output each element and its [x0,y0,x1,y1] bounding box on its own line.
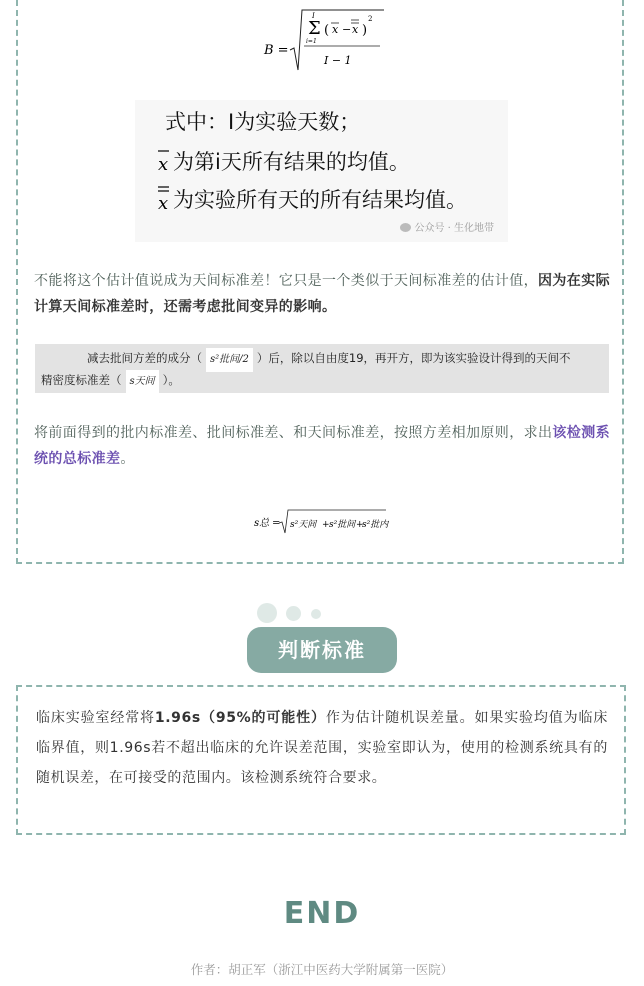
svg-text:x: x [352,23,359,36]
formula-s-t3: s²批内 [362,520,389,530]
criteria-bold: 1.96s（95%的可能性） [154,710,326,726]
criteria-box [16,685,626,835]
svg-text:+: + [322,520,330,530]
xdoublebar-icon [155,185,173,213]
svg-text:): ) [362,23,368,38]
image-line-3: 为实验所有天的所有结果均值。 [173,188,467,212]
svg-text:x: x [332,23,339,36]
end-label: END [283,896,361,931]
dot-medium [286,606,301,621]
section-heading: 判断标准 [247,627,397,673]
svg-text:x: x [158,193,169,213]
paragraph-2-end: 。 [120,451,135,467]
wechat-icon [400,223,411,232]
formula-b [260,6,390,76]
formula-s-t1: s²天间 [290,520,317,530]
formula-b-denominator: I − 1 [324,54,352,67]
criteria-text [36,703,608,793]
svg-text:−: − [342,23,352,36]
paragraph-1-bold: 因为在实际计算天间标准差时，还需考虑批间变异的影响。 [34,273,610,315]
formula-s-t2: s²批间 [329,520,356,530]
paragraph-1-text: 不能将这个估计值说成为天间标准差！它只是一个类似于天间标准差的估计值， [34,273,538,289]
strip-line2-b: ）。 [162,373,180,387]
formula-b-sum-bottom: i=1 [306,38,317,45]
paragraph-total-sd [34,420,610,472]
criteria-text-a: 临床实验室经常将 [36,710,155,726]
definition-image [135,100,508,242]
calculation-note [35,344,609,393]
strip-line2-a: 精密度标准差（ [41,373,122,387]
dot-small [311,609,321,619]
svg-text:=: = [272,518,281,529]
criteria-text-b: 作为估计随机误差量。如果实验均值为临床临界值，则1.96s若不超出临床的允许误差范围，实验室即认为，使用的检测系统具有的随机误差，在可接受的范围内。该检测系统符合要求。 [36,710,608,786]
paragraph-2-text: 将前面得到的批内标准差、批间标准差、和天间标准差，按照方差相加原则，求出 [34,425,553,441]
svg-text:Σ: Σ [308,18,321,39]
formula-total-sd [252,508,392,536]
svg-text:+: + [356,520,364,530]
svg-text:x: x [158,154,169,174]
formula-b-power: 2 [368,15,373,23]
strip-chip-2: s天间 [126,370,159,394]
strip-chip-1: s²批间/2 [206,348,253,372]
image-watermark: 公众号 · 生化地带 [414,223,494,234]
svg-text:(: ( [324,23,330,38]
strip-line1-b: ）后，除以自由度19，再开方，即为该实验设计得到的天间不 [256,351,571,365]
paragraph-2-highlight: 该检测系统的总标准差 [34,425,611,467]
paragraph-estimate-note [34,268,610,320]
formula-b-lhs: B = [264,43,289,58]
author-credit: 作者：胡正军（浙江中医药大学附属第一医院） [190,962,454,977]
formula-s-lhs: s总 [254,518,270,529]
formula-b-sum-top: I [312,12,315,20]
dot-large [257,603,277,623]
strip-line1-a: 减去批间方差的成分（ [87,351,202,365]
image-line-2: 为第i天所有结果的均值。 [173,150,410,174]
image-line-1: 式中：I为实验天数； [165,110,361,134]
xbar-icon [155,148,173,174]
